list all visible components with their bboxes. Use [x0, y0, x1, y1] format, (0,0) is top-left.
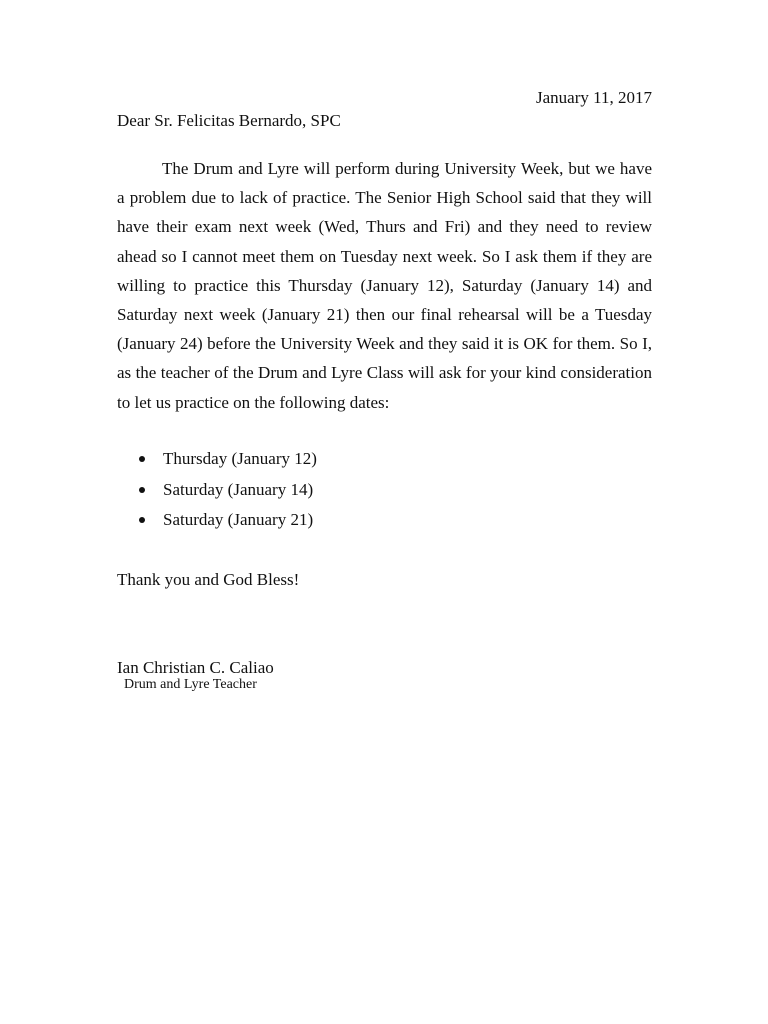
practice-date: Thursday (January 12) — [163, 449, 317, 468]
body-paragraph: The Drum and Lyre will perform during University Week, but we have a problem due to lack of practice. The Senior High School said that they will have their exam next week (Wed, Thurs and Fri) and they need to review ahead so I cannot meet them on Tuesday next week. So I ask them if they are willing to practice this Thursday (January 12), Saturday (January 14) and Saturday next week (January 21) then our final rehearsal will be a Tuesday (January 24) before the University Week and they said it is OK for them. So I, as the teacher of the Drum and Lyre Class will ask for your kind consideration to let us practice on the following dates: — [117, 159, 652, 412]
list-item — [117, 508, 317, 539]
signer-title: Drum and Lyre Teacher — [124, 677, 257, 692]
bullet-icon — [139, 517, 145, 523]
practice-date: Saturday (January 14) — [163, 479, 314, 499]
bullet-icon — [139, 487, 145, 493]
practice-dates-list — [117, 447, 317, 539]
letter-date: January 11, 2017 — [536, 88, 652, 107]
signer-name: Ian Christian C. Caliao — [117, 658, 274, 677]
bullet-icon — [139, 456, 145, 462]
closing-line: Thank you and God Bless! — [117, 570, 300, 589]
list-item — [117, 447, 317, 478]
list-item — [117, 478, 317, 509]
salutation: Dear Sr. Felicitas Bernardo, SPC — [117, 111, 341, 130]
practice-date: Saturday (January 21) — [163, 510, 314, 529]
